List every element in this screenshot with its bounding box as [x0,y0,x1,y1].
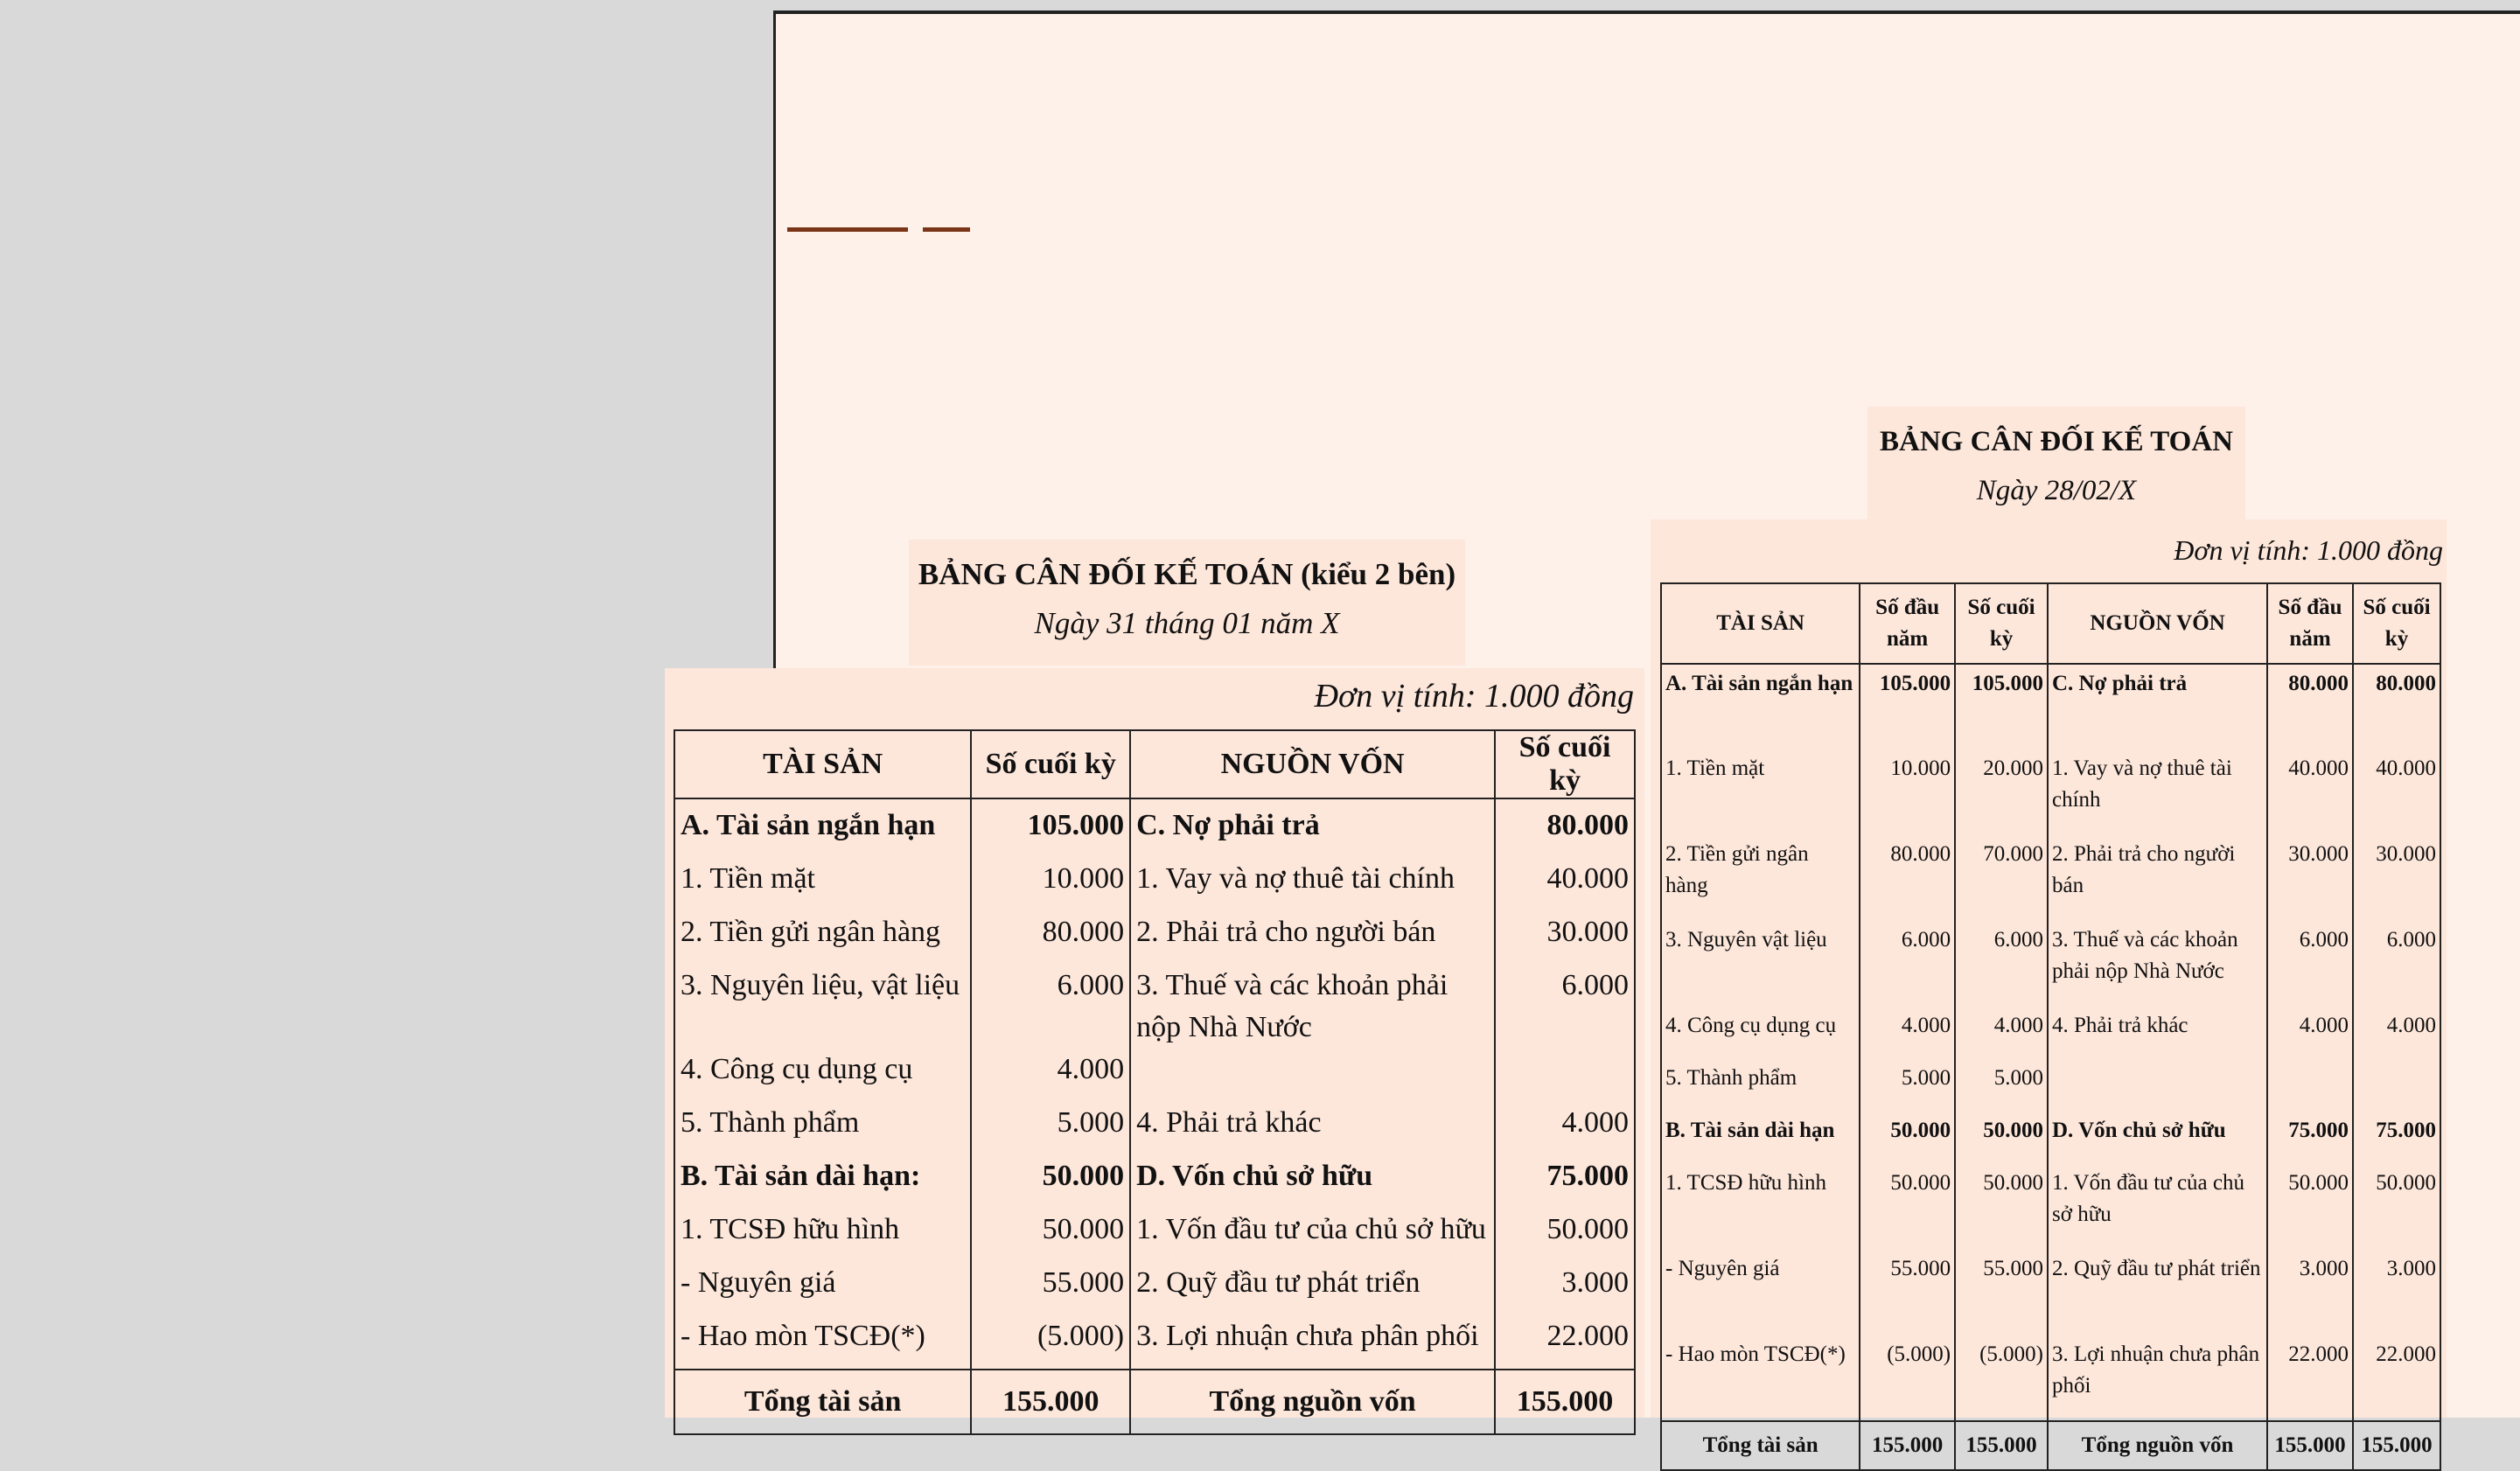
source-value-cell [1495,1049,1635,1102]
source-cell: 1. Vay và nợ thuê tài chính [1130,858,1495,911]
asset-cell: A. Tài sản ngắn hạn [1661,664,1860,749]
source-cell: 4. Phải trả khác [2048,1007,2267,1059]
left-unit-label: Đơn vị tính: 1.000 đồng [1314,678,1634,715]
table-row [674,858,1635,911]
total-cell: 155.000 [1955,1421,2048,1470]
asset-cell: - Hao mòn TSCĐ(*) [1661,1335,1860,1421]
asset-cell: 4. Công cụ dụng cụ [674,1049,971,1102]
table-header-row [674,730,1635,798]
table-row [1661,835,2440,921]
total-cell: Tổng nguồn vốn [2048,1421,2267,1470]
asset-cell: 5. Thành phẩm [674,1102,971,1155]
source-cell: 3. Thuế và các khoản phải nộp Nhà Nước [2048,921,2267,1007]
right-table-date: Ngày 28/02/X [1976,475,2137,506]
table-row [674,1155,1635,1209]
source-value-cell: 22.000 [1495,1315,1635,1370]
value-cell: 30.000 [2267,835,2353,921]
right-table-heading [1867,407,2245,538]
asset-cell: - Nguyên giá [674,1262,971,1315]
table-row [674,1102,1635,1155]
asset-value-cell: (5.000) [971,1315,1130,1370]
right-balance-table [1660,582,2441,1471]
value-cell: 4.000 [2267,1007,2353,1059]
value-cell: 5.000 [1860,1059,1955,1112]
value-cell: 5.000 [1955,1059,2048,1112]
value-cell: 50.000 [1860,1164,1955,1250]
value-cell: 55.000 [1955,1250,2048,1335]
asset-cell: 2. Tiền gửi ngân hàng [1661,835,1860,921]
column-header: Số cuối kỳ [2353,583,2440,664]
column-header: Số đầu năm [2267,583,2353,664]
column-header: NGUỒN VỐN [1130,730,1495,798]
value-cell: 22.000 [2267,1335,2353,1421]
column-header: Số đầu năm [1860,583,1955,664]
source-cell: 2. Quỹ đầu tư phát triển [1130,1262,1495,1315]
table-row [1661,1112,2440,1164]
value-cell: 4.000 [2353,1007,2440,1059]
asset-value-cell: 105.000 [971,798,1130,858]
source-value-cell: 75.000 [1495,1155,1635,1209]
right-table-title: BẢNG CÂN ĐỐI KẾ TOÁN [1879,426,2233,457]
total-cell: 155.000 [1860,1421,1955,1470]
value-cell: 3.000 [2353,1250,2440,1335]
source-cell: C. Nợ phải trả [1130,798,1495,858]
asset-cell: 5. Thành phẩm [1661,1059,1860,1112]
total-cell: Tổng tài sản [1661,1421,1860,1470]
asset-value-cell: 6.000 [971,965,1130,1049]
value-cell: 10.000 [1860,749,1955,835]
value-cell: 105.000 [1860,664,1955,749]
source-cell: 1. Vốn đầu tư của chủ sở hữu [1130,1209,1495,1262]
table-row [674,1049,1635,1102]
column-header: Số cuối kỳ [971,730,1130,798]
left-balance-sheet [665,668,1644,1418]
column-header: TÀI SẢN [674,730,971,798]
source-value-cell: 50.000 [1495,1209,1635,1262]
source-value-cell: 30.000 [1495,911,1635,965]
value-cell: 6.000 [2353,921,2440,1007]
total-cell: 155.000 [971,1370,1130,1434]
source-cell: 2. Phải trả cho người bán [2048,835,2267,921]
left-table-heading [909,540,1465,666]
asset-cell: 4. Công cụ dụng cụ [1661,1007,1860,1059]
source-cell: D. Vốn chủ sở hữu [2048,1112,2267,1164]
value-cell: 30.000 [2353,835,2440,921]
total-cell: 155.000 [2267,1421,2353,1470]
source-cell: 3. Lợi nhuận chưa phân phối [1130,1315,1495,1370]
total-cell: Tổng nguồn vốn [1130,1370,1495,1434]
value-cell: 75.000 [2353,1112,2440,1164]
total-row [674,1370,1635,1434]
value-cell: 20.000 [1955,749,2048,835]
asset-cell: 1. Tiền mặt [1661,749,1860,835]
asset-value-cell: 5.000 [971,1102,1130,1155]
column-header: Số cuối kỳ [1955,583,2048,664]
source-cell: D. Vốn chủ sở hữu [1130,1155,1495,1209]
table-row [1661,1164,2440,1250]
table-row [1661,1335,2440,1421]
value-cell: 3.000 [2267,1250,2353,1335]
asset-cell: A. Tài sản ngắn hạn [674,798,971,858]
source-cell: 3. Thuế và các khoản phải nộp Nhà Nước [1130,965,1495,1049]
total-row [1661,1421,2440,1470]
asset-value-cell: 10.000 [971,858,1130,911]
asset-value-cell: 80.000 [971,911,1130,965]
value-cell: 40.000 [2267,749,2353,835]
asset-value-cell: 4.000 [971,1049,1130,1102]
table-row [674,911,1635,965]
source-cell: C. Nợ phải trả [2048,664,2267,749]
column-header: Số cuối kỳ [1495,730,1635,798]
value-cell: 6.000 [1955,921,2048,1007]
asset-cell: 2. Tiền gửi ngân hàng [674,911,971,965]
value-cell [2267,1059,2353,1112]
asset-value-cell: 50.000 [971,1155,1130,1209]
source-cell [1130,1049,1495,1102]
value-cell: 6.000 [1860,921,1955,1007]
value-cell: 50.000 [1955,1112,2048,1164]
right-balance-sheet [1651,519,2447,1457]
left-balance-table [674,729,1636,1435]
asset-cell: 3. Nguyên vật liệu [1661,921,1860,1007]
table-row [1661,664,2440,749]
source-value-cell: 4.000 [1495,1102,1635,1155]
value-cell: (5.000) [1955,1335,2048,1421]
table-row [1661,749,2440,835]
total-cell: Tổng tài sản [674,1370,971,1434]
source-cell: 4. Phải trả khác [1130,1102,1495,1155]
table-row [674,1262,1635,1315]
table-row [1661,1250,2440,1335]
value-cell: 70.000 [1955,835,2048,921]
value-cell: 50.000 [2353,1164,2440,1250]
source-cell: 2. Phải trả cho người bán [1130,911,1495,965]
table-row [674,965,1635,1049]
table-row [674,798,1635,858]
asset-cell: - Hao mòn TSCĐ(*) [674,1315,971,1370]
total-cell: 155.000 [1495,1370,1635,1434]
right-unit-label: Đơn vị tính: 1.000 đồng [2174,534,2443,566]
table-row [674,1209,1635,1262]
source-value-cell: 80.000 [1495,798,1635,858]
decorative-line [787,227,908,232]
value-cell: 50.000 [1955,1164,2048,1250]
table-row [1661,1059,2440,1112]
value-cell: 4.000 [1955,1007,2048,1059]
table-header-row [1661,583,2440,664]
value-cell: 55.000 [1860,1250,1955,1335]
value-cell: 80.000 [2353,664,2440,749]
left-table-title: BẢNG CÂN ĐỐI KẾ TOÁN (kiểu 2 bên) [918,557,1456,591]
value-cell [2353,1059,2440,1112]
value-cell: 22.000 [2353,1335,2440,1421]
asset-cell: 1. Tiền mặt [674,858,971,911]
column-header: NGUỒN VỐN [2048,583,2267,664]
asset-value-cell: 50.000 [971,1209,1130,1262]
value-cell: 80.000 [2267,664,2353,749]
asset-cell: B. Tài sản dài hạn: [674,1155,971,1209]
source-value-cell: 40.000 [1495,858,1635,911]
value-cell: 6.000 [2267,921,2353,1007]
asset-cell: 1. TCSĐ hữu hình [674,1209,971,1262]
source-cell: 3. Lợi nhuận chưa phân phối [2048,1335,2267,1421]
asset-cell: 1. TCSĐ hữu hình [1661,1164,1860,1250]
table-row [1661,1007,2440,1059]
source-cell: 2. Quỹ đầu tư phát triển [2048,1250,2267,1335]
asset-cell: B. Tài sản dài hạn [1661,1112,1860,1164]
decorative-line [923,227,970,232]
value-cell: 50.000 [2267,1164,2353,1250]
total-cell: 155.000 [2353,1421,2440,1470]
value-cell: 75.000 [2267,1112,2353,1164]
value-cell: 105.000 [1955,664,2048,749]
column-header: TÀI SẢN [1661,583,1860,664]
value-cell: 4.000 [1860,1007,1955,1059]
value-cell: (5.000) [1860,1335,1955,1421]
source-value-cell: 6.000 [1495,965,1635,1049]
source-cell: 1. Vốn đầu tư của chủ sở hữu [2048,1164,2267,1250]
value-cell: 40.000 [2353,749,2440,835]
table-row [674,1315,1635,1370]
source-value-cell: 3.000 [1495,1262,1635,1315]
asset-cell: - Nguyên giá [1661,1250,1860,1335]
table-row [1661,921,2440,1007]
source-cell [2048,1059,2267,1112]
source-cell: 1. Vay và nợ thuê tài chính [2048,749,2267,835]
value-cell: 80.000 [1860,835,1955,921]
value-cell: 50.000 [1860,1112,1955,1164]
left-table-date: Ngày 31 tháng 01 năm X [1034,606,1340,640]
asset-cell: 3. Nguyên liệu, vật liệu [674,965,971,1049]
asset-value-cell: 55.000 [971,1262,1130,1315]
